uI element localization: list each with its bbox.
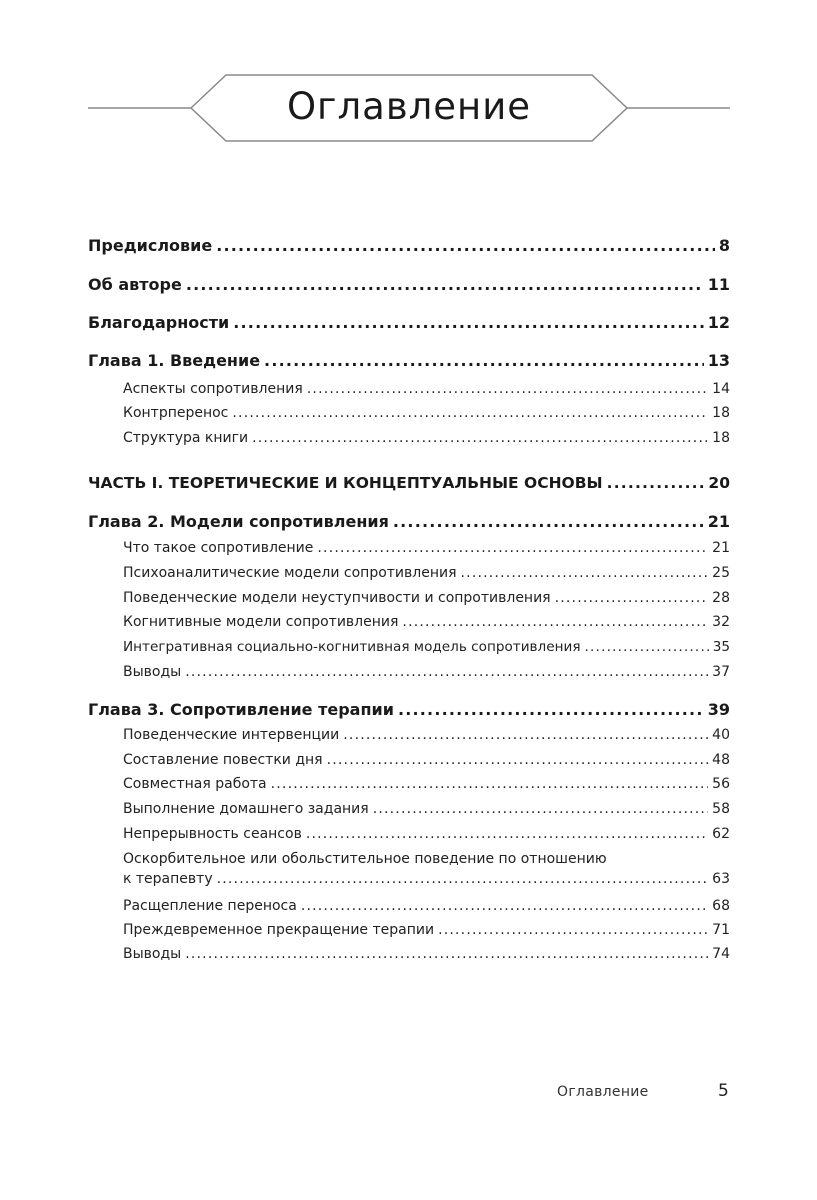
toc-leader-dots [438, 922, 708, 938]
toc-entry-page: 74 [712, 946, 730, 962]
page-header [88, 74, 730, 144]
toc-entry-title: Расщепление переноса [123, 898, 297, 914]
toc-subentry[interactable] [123, 639, 730, 655]
toc-subentry[interactable] [123, 826, 730, 842]
toc-entry-title: Предисловие [88, 236, 213, 255]
toc-entry-page: 14 [712, 381, 730, 397]
toc-entry-title: Поведенческие интервенции [123, 727, 340, 743]
toc-leader-dots [185, 664, 708, 680]
toc-entry-page: 40 [712, 727, 730, 743]
toc-entry-page: 20 [708, 474, 730, 492]
toc-entry-title: Глава 1. Введение [88, 351, 261, 370]
toc-subentry[interactable] [123, 898, 730, 914]
toc-subentry[interactable] [123, 801, 730, 817]
toc-entry[interactable] [88, 700, 730, 719]
toc-entry-page: 35 [712, 639, 730, 655]
toc-subentry[interactable] [123, 752, 730, 768]
toc-leader-dots [343, 727, 708, 743]
toc-leader-dots [186, 275, 704, 294]
toc-entry-page: 48 [712, 752, 730, 768]
toc-entry-page: 68 [712, 898, 730, 914]
toc-entry-page: 39 [707, 700, 730, 719]
toc-leader-dots [264, 351, 704, 370]
toc-subentry[interactable] [123, 590, 730, 606]
toc-subentry-multiline[interactable] [123, 851, 730, 887]
toc-leader-dots [393, 512, 704, 531]
toc-entry[interactable] [88, 275, 730, 294]
toc-leader-dots [317, 540, 708, 556]
toc-subentry[interactable] [123, 922, 730, 938]
toc-entry-page: 18 [712, 405, 730, 421]
toc-leader-dots [402, 614, 708, 630]
toc-entry-title: Интегративная социально-когнитивная модель сопротивления [123, 639, 581, 655]
toc-entry-page: 62 [712, 826, 730, 842]
toc-entry-title: Контрперенос [123, 405, 229, 421]
toc-entry-page: 71 [712, 922, 730, 938]
toc-leader-dots [306, 826, 708, 842]
toc-subentry[interactable] [123, 946, 730, 962]
toc-subentry[interactable] [123, 776, 730, 792]
toc-leader-dots [185, 946, 708, 962]
toc-subentry[interactable] [123, 664, 730, 680]
toc-leader-dots [216, 236, 715, 255]
toc-subentry[interactable] [123, 614, 730, 630]
toc-entry-page: 13 [707, 351, 730, 370]
toc-entry-page: 21 [707, 512, 730, 531]
toc-leader-dots [271, 776, 709, 792]
toc-subentry[interactable] [123, 430, 730, 446]
page-title: Оглавление [286, 85, 532, 128]
toc-entry-title: Непрерывность сеансов [123, 826, 302, 842]
toc-subentry[interactable] [123, 405, 730, 421]
toc-entry-title: Когнитивные модели сопротивления [123, 614, 399, 630]
toc-entry-page: 8 [718, 236, 730, 255]
toc-entry-page: 58 [712, 801, 730, 817]
toc-leader-dots [217, 871, 709, 887]
toc-entry-title: Психоаналитические модели сопротивления [123, 565, 457, 581]
toc-entry-title-line1: Оскорбительное или обольстительное поведение по отношению [123, 851, 607, 867]
toc-entry-title: Структура книги [123, 430, 249, 446]
toc-entry-title: Благодарности [88, 313, 230, 332]
toc-entry-title-line2: к терапевту [123, 871, 213, 887]
toc-entry-page: 28 [712, 590, 730, 606]
toc-leader-dots [327, 752, 709, 768]
toc-subentry[interactable] [123, 565, 730, 581]
toc-entry-title: Глава 2. Модели сопротивления [88, 512, 389, 531]
toc-entry-title: Преждевременное прекращение терапии [123, 922, 435, 938]
toc-entry-title: Об авторе [88, 275, 182, 294]
toc-leader-dots [607, 474, 705, 492]
toc-entry-page: 11 [707, 275, 730, 294]
toc-subentry[interactable] [123, 381, 730, 397]
toc-entry-title: Составление повестки дня [123, 752, 323, 768]
toc-entry-page: 25 [712, 565, 730, 581]
toc-leader-dots [307, 381, 708, 397]
toc-entry-page: 12 [707, 313, 730, 332]
toc-entry[interactable] [88, 512, 730, 531]
toc-leader-dots [585, 639, 709, 655]
toc-leader-dots [461, 565, 709, 581]
toc-entry-title: Что такое сопротивление [123, 540, 314, 556]
toc-entry[interactable] [88, 351, 730, 370]
toc-entry-title: Выводы [123, 664, 182, 680]
toc-entry-page: 56 [712, 776, 730, 792]
toc-leader-dots [373, 801, 708, 817]
toc-entry-page: 18 [712, 430, 730, 446]
toc-entry-title: ЧАСТЬ I. ТЕОРЕТИЧЕСКИЕ И КОНЦЕПТУАЛЬНЫЕ ОСНОВЫ [88, 474, 603, 492]
toc-entry-page: 63 [712, 871, 730, 887]
toc-entry-title: Выполнение домашнего задания [123, 801, 369, 817]
toc-entry-page: 32 [712, 614, 730, 630]
toc-entry-title: Аспекты сопротивления [123, 381, 303, 397]
toc-entry[interactable] [88, 313, 730, 332]
toc-entry-title: Поведенческие модели неуступчивости и сопротивления [123, 590, 551, 606]
toc-entry-page: 37 [712, 664, 730, 680]
toc-leader-dots [301, 898, 708, 914]
toc-leader-dots [252, 430, 708, 446]
toc-entry-title: Выводы [123, 946, 182, 962]
toc-entry[interactable] [88, 236, 730, 255]
toc-subentry[interactable] [123, 540, 730, 556]
running-title: Оглавление [557, 1084, 649, 1100]
toc-entry-title: Глава 3. Сопротивление терапии [88, 700, 394, 719]
toc-subentry[interactable] [123, 727, 730, 743]
toc-leader-dots [233, 313, 703, 332]
toc-part-entry[interactable] [88, 474, 730, 492]
page-number: 5 [718, 1081, 729, 1101]
toc-leader-dots [555, 590, 709, 606]
toc-leader-dots [398, 700, 704, 719]
toc-entry-page: 21 [712, 540, 730, 556]
toc-leader-dots [232, 405, 708, 421]
toc-entry-title: Совместная работа [123, 776, 267, 792]
